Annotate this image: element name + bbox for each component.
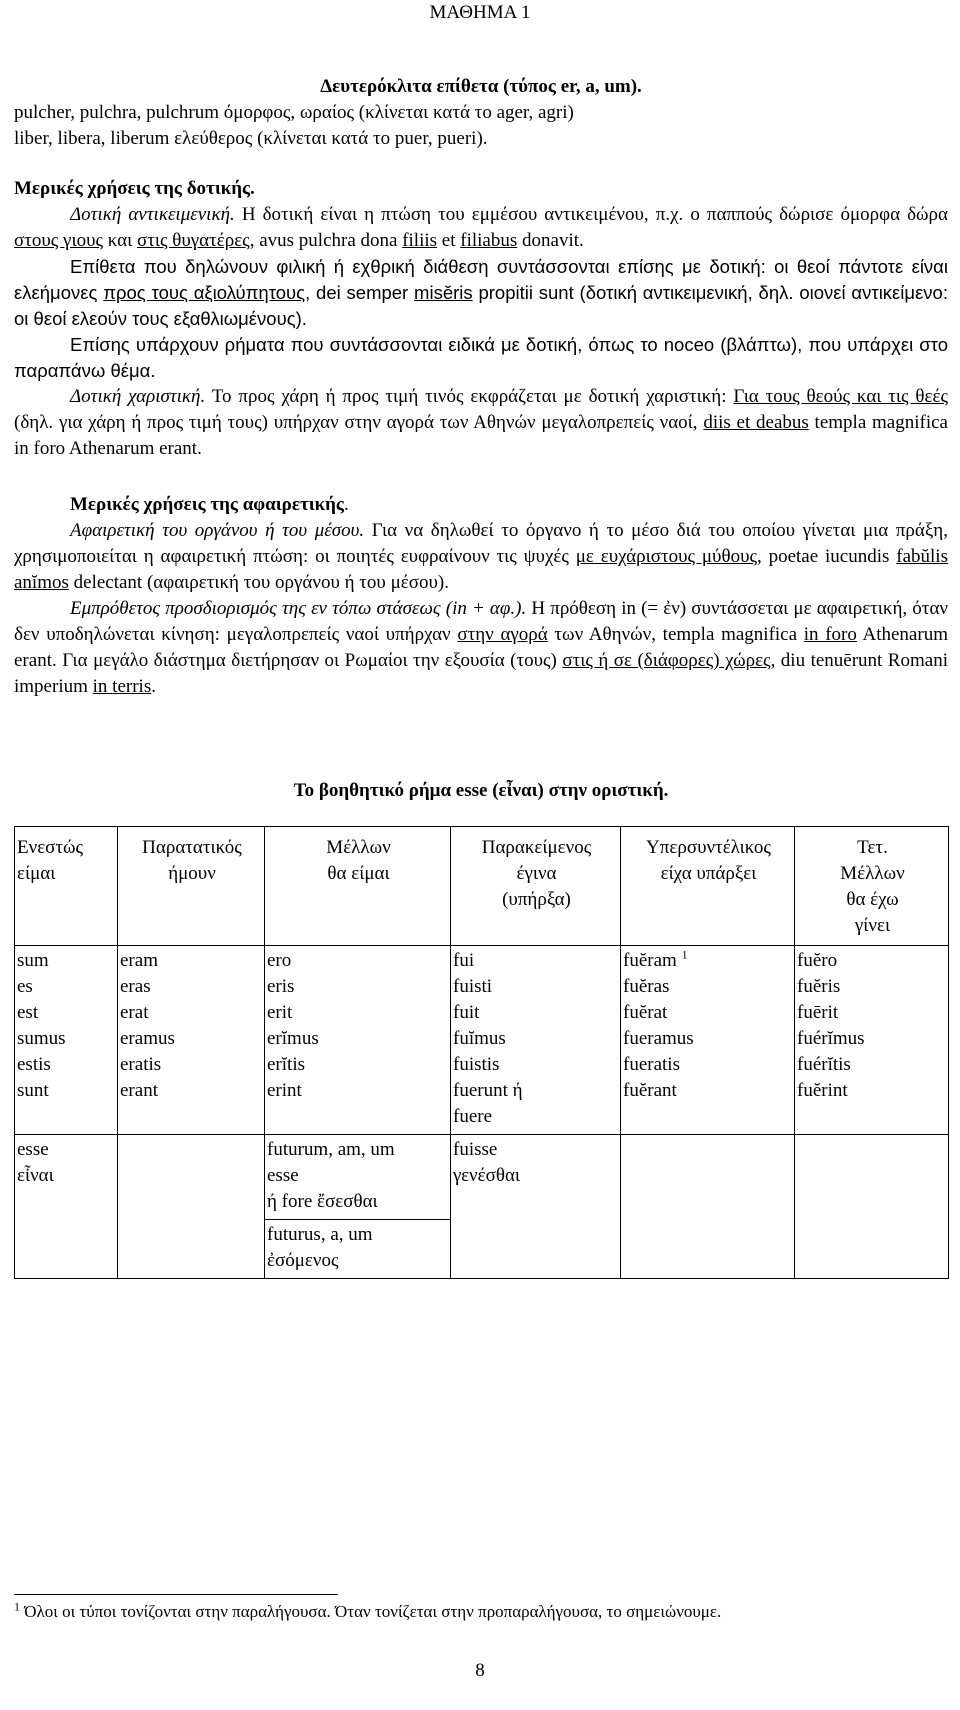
footnote-text: Όλοι οι τύποι τονίζονται στην παραλήγουσα. Όταν τονίζεται στην προπαραλήγουσα, το σημειώνουμε. [20, 1602, 722, 1621]
infinitive-perfect: fuisse γενέσθαι [451, 1135, 621, 1279]
ablative-instrument-paragraph: Αφαιρετική του οργάνου ή του μέσου. Για να δηλωθεί το όργανο ή το μέσο διά του οποίου γίνεται μια πράξη, χρησιμοποιείται η αφαιρετική πτώση: οι ποιητές ευφραίνουν τις ψυχές με ευχάριστους μύθους, poetae iucundis fabŭlis anĭmos delectant (αφαιρετική του οργάνου ή του μέσου). [14, 520, 948, 593]
ablative-instrument-title: Αφαιρετική του οργάνου ή του μέσου. [70, 520, 365, 541]
header-future-perfect: Τετ. Μέλλων θα έχω γίνει [795, 827, 949, 946]
ablative-place-title: Εμπρόθετος προσδιορισμός της εν τόπω στάσεως (in + αφ.). [70, 598, 527, 619]
header-imperfect: Παρατατικός ήμουν [118, 827, 265, 946]
dative-object-paragraph: Δοτική αντικειμενική. Η δοτική είναι η πτώση του εμμέσου αντικειμένου, π.χ. ο παππούς δώρισε όμορφα δώρα στους γιους και στις θυγατέρες, avus pulchra dona filiis et filiabus donavit. [14, 204, 948, 251]
dative-adjectives-paragraph: Επίθετα που δηλώνουν φιλική ή εχθρική διάθεση συντάσσονται επίσης με δοτική: οι θεοί πάντοτε είναι ελεήμονες προς τους αξιολύπητους, dei semper misĕris propitii sunt (δοτική αντικειμενική, δηλ. οιονεί αντικείμενο: οι θεοί ελεούν τους εξαθλιωμένους). [14, 256, 948, 329]
dative-object-title: Δοτική αντικειμενική. [70, 204, 235, 225]
esse-table-title: Το βοηθητικό ρήμα esse (εἶναι) στην οριστική. [293, 780, 669, 801]
section-heading-adjectives: Δευτερόκλιτα επίθετα (τύπος er, a, um). [320, 76, 642, 97]
running-header: ΜΑΘΗΜΑ 1 [429, 2, 531, 23]
infinitive-pluperfect-empty [621, 1135, 795, 1279]
header-pluperfect: Υπερσυντέλικος είχα υπάρξει [621, 827, 795, 946]
infinitive-present: esse εἶναι [15, 1135, 118, 1279]
forms-pluperfect: fuĕram $^1$ fuĕras fuĕrat fueramus fueratis fuĕrant [621, 946, 795, 1135]
header-perfect: Παρακείμενος έγινα (υπήρξα) [451, 827, 621, 946]
esse-conjugation-table [14, 826, 949, 1279]
ablative-place-paragraph: Εμπρόθετος προσδιορισμός της εν τόπω στάσεως (in + αφ.). Η πρόθεση in (= ἐν) συντάσσεται με αφαιρετική, όταν δεν υποδηλώνεται κίνηση: μεγαλοπρεπείς ναοί υπήρχαν στην αγορά των Αθηνών, templa magnifica in foro Athenarum erant. Για μεγάλο διάστημα διετήρησαν οι Ρωμαίοι την εξουσία (τους) στις ή σε (διάφορες) χώρες, diu tenuērunt Romani imperium in terris. [14, 598, 948, 697]
infinitive-future: futurum, am, um esse ή fore ἔσεσθαι [265, 1135, 451, 1220]
forms-present: sum es est sumus estis sunt [15, 946, 118, 1135]
table-row-infinitives [15, 1135, 949, 1220]
future-participle: futurus, a, um ἐσόμενος [265, 1220, 451, 1279]
adjective-line-liber: liber, libera, liberum ελεύθερος (κλίνεται κατά το puer, pueri). [14, 128, 488, 149]
footnote [14, 1599, 722, 1622]
table-header-row [15, 827, 949, 946]
forms-future: ero eris erit erĭmus erĭtis erint [265, 946, 451, 1135]
infinitive-imperfect-empty [118, 1135, 265, 1279]
dative-benefit-paragraph: Δοτική χαριστική. Το προς χάρη ή προς τιμή τινός εκφράζεται με δοτική χαριστική: Για τους θεούς και τις θεές (δηλ. για χάρη ή προς τιμή τους) υπήρχαν στην αγορά των Αθηνών μεγαλοπρεπείς ναοί, diis et deabus templa magnifica in foro Athenarum erant. [14, 386, 948, 459]
dative-heading: Μερικές χρήσεις της δοτικής. [14, 178, 255, 199]
forms-imperfect: eram eras erat eramus eratis erant [118, 946, 265, 1135]
ablative-heading: Μερικές χρήσεις της αφαιρετικής. [70, 494, 349, 515]
header-present: Ενεστώς είμαι [15, 827, 118, 946]
forms-future-perfect: fuĕro fuĕris fuērit fuérĭmus fuérĭtis fuĕrint [795, 946, 949, 1135]
page-number: 8 [475, 1660, 485, 1681]
page-body [14, 74, 948, 1279]
header-future: Μέλλων θα είμαι [265, 827, 451, 946]
footnote-separator [14, 1594, 338, 1595]
footnote-ref: 1 [681, 947, 688, 962]
dative-verbs-paragraph: Επίσης υπάρχουν ρήματα που συντάσσονται ειδικά με δοτική, όπως το noceo (βλάπτω), που υπάρχει στο παραπάνω θέμα. [14, 334, 948, 381]
footnote-mark: 1 [14, 1599, 20, 1614]
adjective-line-pulcher: pulcher, pulchra, pulchrum όμορφος, ωραίος (κλίνεται κατά το ager, agri) [14, 102, 574, 123]
forms-perfect: fui fuisti fuit fuĭmus fuistis fuerunt ή fuere [451, 946, 621, 1135]
table-row-forms [15, 946, 949, 1135]
dative-benefit-title: Δοτική χαριστική. [70, 386, 206, 407]
infinitive-future-perfect-empty [795, 1135, 949, 1279]
